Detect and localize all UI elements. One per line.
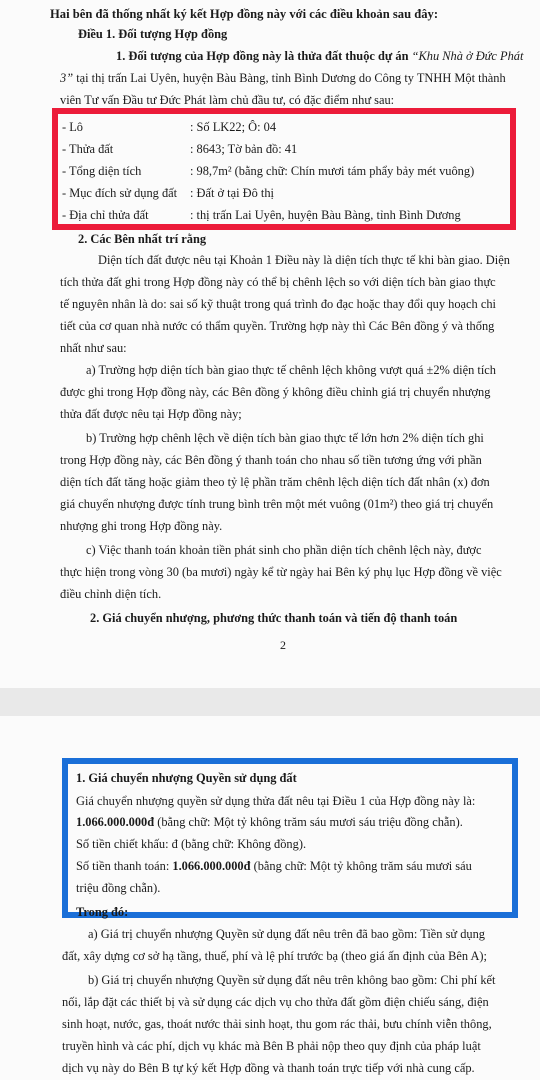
section-3-title: 2. Giá chuyển nhượng, phương thức thanh toán và tiến độ thanh toán	[90, 611, 458, 625]
page-number: 2	[280, 638, 286, 652]
section-2-line: Diện tích đất được nêu tại Khoản 1 Điều này là diện tích thực tế khi bàn giao. Diện	[98, 253, 510, 267]
item-c-line: c) Việc thanh toán khoản tiền phát sinh cho phần diện tích chênh lệch này, được	[86, 543, 482, 557]
para-b-line: sinh hoạt, nước, gas, thoát nước thải sinh hoạt, thu gom rác thải, bưu chính viễn thông,	[62, 1017, 492, 1031]
project-name: “Khu Nhà ở Đức Phát	[411, 49, 524, 63]
item-b-line: giá chuyển nhượng được tính trung bình trên một mét vuông (01m²) theo giá trị chuyển	[60, 497, 494, 511]
trong-do-heading: Trong đó:	[76, 905, 129, 919]
land-detail-label: - Địa chỉ thửa đất	[62, 208, 149, 222]
para-b-line: truyền hình và các phí, dịch vụ khác mà Bên B phải nộp theo quy định của pháp luật	[62, 1039, 481, 1053]
section-2-line: tích thửa đất ghi trong Hợp đồng này có thể bị chênh lệch so với diện tích bàn giao thực	[60, 275, 496, 289]
item-b-line: trong Hợp đồng này, các Bên đồng ý thanh toán cho nhau số tiền tương ứng với phần	[60, 453, 482, 467]
section-2-line: nhất như sau:	[60, 341, 127, 355]
item-b-line: b) Trường hợp chênh lệch về diện tích bàn giao thực tế lớn hơn 2% diện tích ghi	[86, 431, 484, 445]
para-b-line: dịch vụ này do Bên B tự ký kết Hợp đồng và thanh toán trực tiếp với nhà cung cấp.	[62, 1061, 475, 1075]
payment-amount: 1.066.000.000đ	[172, 859, 251, 873]
payment-line-cont: triệu đồng chẵn).	[76, 881, 161, 895]
para-a-line: đất, xây dựng cơ sở hạ tầng, thuế, phí và lệ phí trước bạ (theo giá ấn định của Bên A);	[62, 949, 488, 963]
payment-label: Số tiền thanh toán:	[76, 859, 173, 873]
document-intro: Hai bên đã thống nhất ký kết Hợp đồng này với các điều khoản sau đây:	[50, 7, 439, 21]
article-1-title: Điều 1. Đối tượng Hợp đồng	[78, 27, 228, 41]
payment-line	[76, 858, 472, 874]
land-detail-value: : Số LK22; Ô: 04	[190, 120, 277, 134]
discount-line: Số tiền chiết khấu: đ (bằng chữ: Không đồng).	[76, 837, 307, 851]
price-amount-line	[76, 814, 463, 830]
paragraph-1-line-2	[60, 70, 506, 86]
land-detail-value: : 98,7m² (bằng chữ: Chín mươi tám phẩy bảy mét vuông)	[190, 164, 475, 178]
section-2-title: 2. Các Bên nhất trí rằng	[78, 232, 207, 246]
land-detail-value: : 8643; Tờ bản đồ: 41	[190, 142, 298, 156]
paragraph-1-line-3: viên Tư vấn Đầu tư Đức Phát làm chủ đầu tư, có đặc điểm như sau:	[60, 93, 395, 107]
price-amount-words: (bằng chữ: Một tỷ không trăm sáu mươi sáu triệu đồng chẵn).	[154, 815, 463, 829]
project-name-suffix: 3”	[60, 71, 74, 85]
section-2-line: tiết của cơ quan nhà nước có thẩm quyền. Trường hợp này thì Các Bên đồng ý và thống	[60, 319, 495, 333]
land-detail-value: : thị trấn Lai Uyên, huyện Bàu Bàng, tỉnh Bình Dương	[190, 208, 461, 222]
price-section-title: 1. Giá chuyển nhượng Quyền sử dụng đất	[76, 771, 297, 785]
item-c-line: điều chỉnh diện tích.	[60, 587, 162, 601]
paragraph-1-line-1	[116, 48, 523, 64]
land-detail-label: - Lô	[62, 120, 83, 134]
item-b-line: diện tích đất tăng hoặc giảm theo tỷ lệ phần trăm chênh lệch diện tích đất nhân (x) đơn	[60, 475, 490, 489]
section-2-line: tế nguyên nhân là do: sai số kỹ thuật trong quá trình đo đạc hoặc thay đổi quy hoạch chi	[60, 297, 496, 311]
item-c-line: thực hiện trong vòng 30 (ba mươi) ngày kể từ ngày hai Bên ký phụ lục Hợp đồng về việc	[60, 565, 502, 579]
item-b-line: nhượng ghi trong Hợp đồng này.	[60, 519, 223, 533]
land-detail-label: - Mục đích sử dụng đất	[62, 186, 178, 200]
price-amount: 1.066.000.000đ	[76, 815, 155, 829]
land-detail-label: - Tổng diện tích	[62, 164, 142, 178]
land-detail-label: - Thửa đất	[62, 142, 114, 156]
para-a-line: a) Giá trị chuyển nhượng Quyền sử dụng đất nêu trên đã bao gồm: Tiền sử dụng	[88, 927, 485, 941]
payment-amount-words: (bằng chữ: Một tỷ không trăm sáu mươi sáu	[250, 859, 472, 873]
item-a-line: được ghi trong Hợp đồng này, các Bên đồng ý không điều chỉnh giá trị chuyển nhượng	[60, 385, 491, 399]
document-page-2	[0, 716, 540, 1080]
project-location: tại thị trấn Lai Uyên, huyện Bàu Bàng, tỉnh Bình Dương do Công ty TNHH Một thành	[73, 71, 506, 85]
price-line: Giá chuyển nhượng quyền sử dụng thửa đất nêu tại Điều 1 của Hợp đồng này là:	[76, 794, 476, 808]
land-detail-value: : Đất ở tại Đô thị	[190, 186, 274, 200]
item-a-line: a) Trường hợp diện tích bàn giao thực tế chênh lệch không vượt quá ±2% diện tích	[86, 363, 496, 377]
paragraph-1-lead: 1. Đối tượng của Hợp đồng này là thửa đất thuộc dự án	[116, 49, 412, 63]
para-b-line: nối, lắp đặt các thiết bị và sử dụng các dịch vụ cho thửa đất gồm điện chiếu sáng, điện	[62, 995, 489, 1009]
item-a-line: thửa đất được nêu tại Hợp đồng này;	[60, 407, 242, 421]
para-b-line: b) Giá trị chuyển nhượng Quyền sử dụng đất nêu trên không bao gồm: Chi phí kết	[88, 973, 496, 987]
